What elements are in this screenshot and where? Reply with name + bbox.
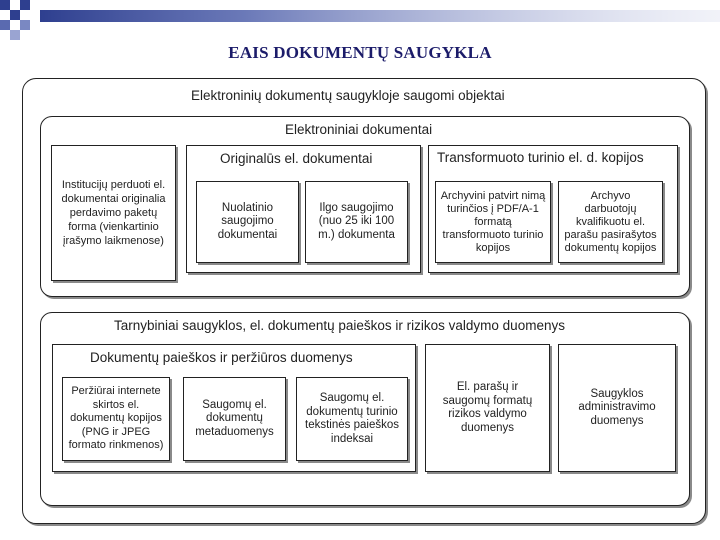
permanent-storage-box: Nuolatinio saugojimo dokumentai <box>196 181 299 263</box>
service-data-label: Tarnybiniai saugyklos, el. dokumentų paieškos ir rizikos valdymo duomenys <box>114 318 565 333</box>
pdfa-copies-box: Archyvini patvirt nimą turinčios į PDF/A-1 formatą transformuoto turinio kopijos <box>435 181 551 263</box>
metadata-box: Saugomų el. dokumentų metaduomenys <box>183 377 286 461</box>
institution-documents-box: Institucijų perduoti el. dokumentai originalia perdavimo paketų forma (vienkartinio įrašymo laikmenose) <box>51 145 176 281</box>
outer-label: Elektroninių dokumentų saugykloje saugomi objektai <box>191 88 505 103</box>
long-term-storage-box: Ilgo saugojimo (nuo 25 iki 100 m.) dokumenta <box>305 181 408 263</box>
corner-decoration <box>0 0 720 40</box>
admin-data-box: Saugyklos administravimo duomenys <box>558 344 676 472</box>
original-documents-label: Originalūs el. dokumentai <box>220 151 373 166</box>
search-index-box: Saugomų el. dokumentų turinio tekstinės paieškos indeksai <box>296 377 408 461</box>
transformed-copies-label: Transformuoto turinio el. d. kopijos <box>437 150 644 165</box>
search-data-label: Dokumentų paieškos ir peržiūros duomenys <box>90 350 353 365</box>
signed-copies-box: Archyvo darbuotojų kvalifikuotu el. parašu pasirašytos dokumentų kopijos <box>558 181 663 263</box>
preview-copies-box: Peržiūrai internete skirtos el. dokumentų kopijos (PNG ir JPEG formato rinkmenos) <box>62 377 170 461</box>
signature-risk-box: El. parašų ir saugomų formatų rizikos valdymo duomenys <box>425 344 550 472</box>
page-title: EAIS DOKUMENTŲ SAUGYKLA <box>228 43 492 62</box>
electronic-documents-label: Elektroniniai dokumentai <box>285 122 433 137</box>
